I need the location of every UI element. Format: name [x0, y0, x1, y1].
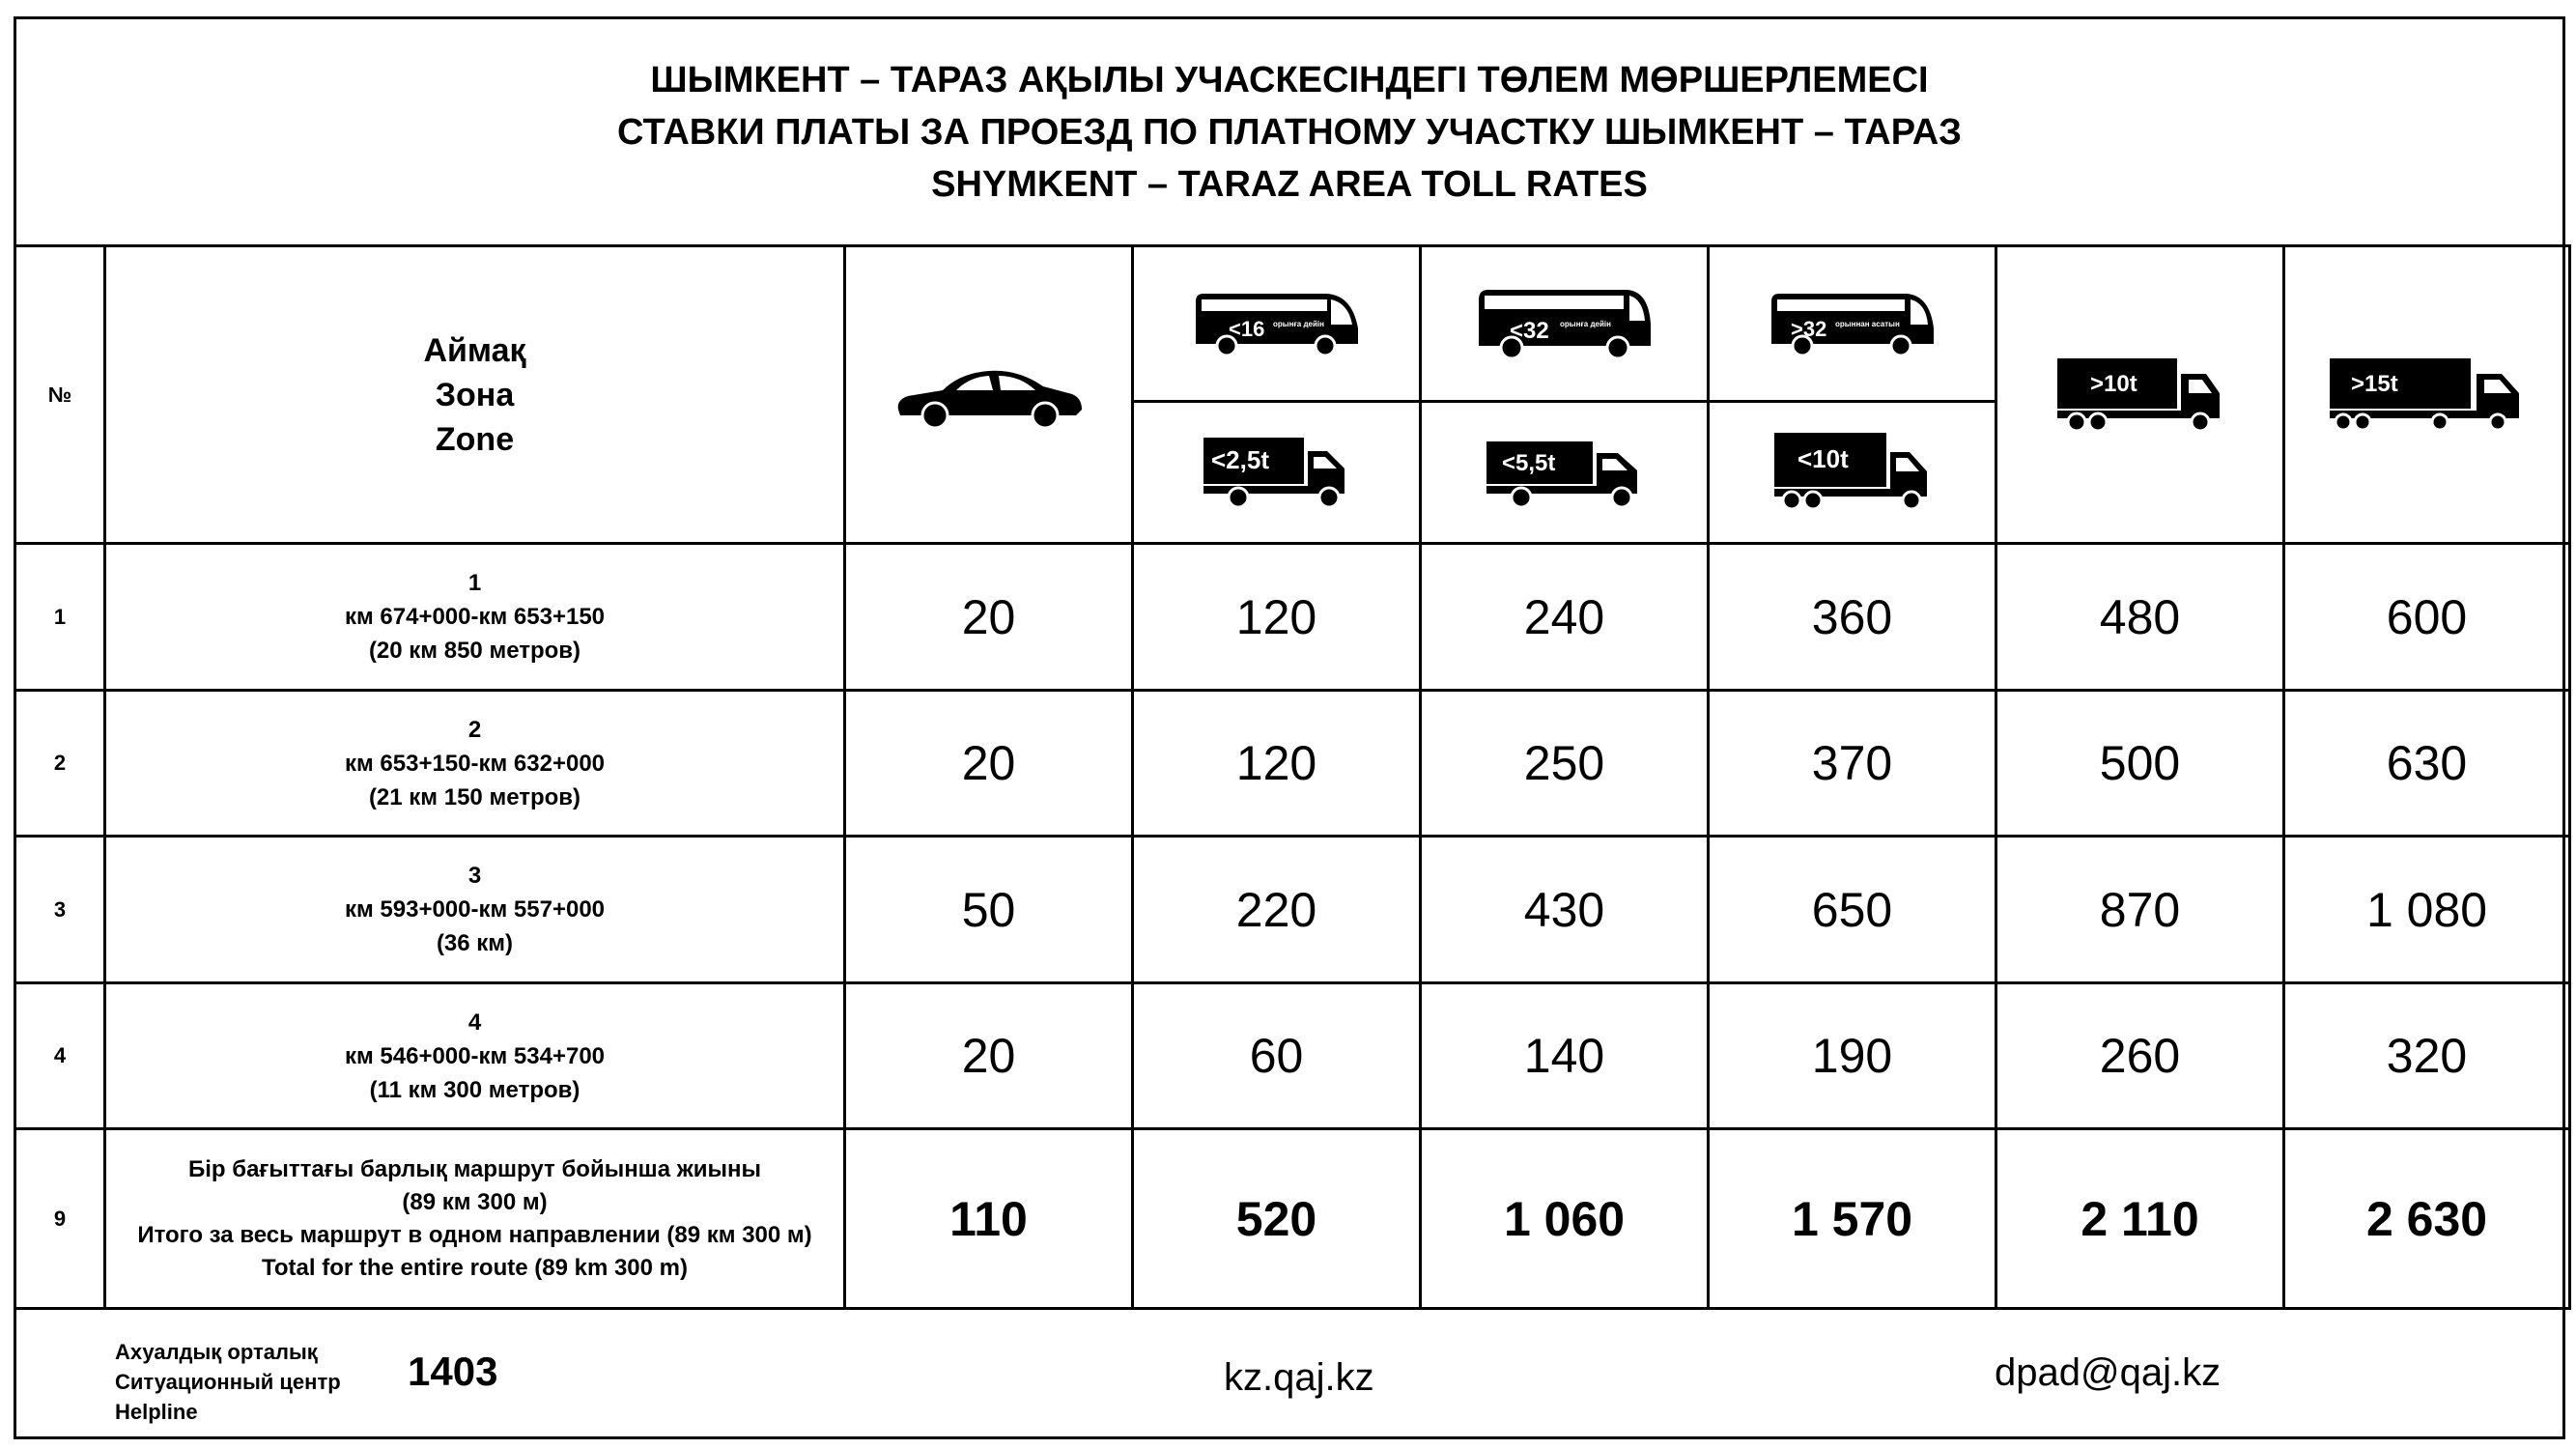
total-row [15, 1129, 2570, 1309]
zone-header [105, 246, 845, 544]
rate-class-2: 60 [1133, 983, 1421, 1129]
rate-truck-over-15: 320 [2284, 983, 2570, 1129]
table-row [15, 983, 2570, 1129]
truck-icon [2053, 355, 2227, 436]
footer [16, 1308, 2562, 1439]
rate-truck-over-10: 260 [1996, 983, 2284, 1129]
truck-over-10-label: >10t [2089, 370, 2137, 397]
title-russian: СТАВКИ ПЛАТЫ ЗА ПРОЕЗД ПО ПЛАТНОМУ УЧАСТКУ ШЫМКЕНТ – ТАРАЗ [617, 111, 1962, 153]
helpline-label-kz: Ахуалдық орталық [115, 1340, 318, 1364]
rate-truck-over-10: 480 [1996, 544, 2284, 691]
truck-icon [1483, 434, 1647, 511]
rate-class-3: 240 [1421, 544, 1709, 691]
total-car: 110 [845, 1129, 1133, 1309]
truck-10-header [1709, 402, 1996, 544]
truck-over-15-label: >15t [2350, 370, 2398, 397]
bus-over-32-label: >32 [1790, 317, 1826, 341]
zone-length: (20 км 850 метров) [368, 638, 581, 664]
rate-car: 20 [845, 983, 1133, 1129]
helpline-label-ru: Ситуационный центр [115, 1370, 341, 1394]
table-row [15, 691, 2570, 837]
rate-car: 20 [845, 544, 1133, 691]
rate-class-2: 120 [1133, 691, 1421, 837]
truck-2-5-header [1133, 402, 1421, 544]
row-number: 1 [15, 544, 105, 691]
truck-over-10-header [1996, 246, 2284, 544]
rate-truck-over-10: 500 [1996, 691, 2284, 837]
zone-number: 1 [467, 570, 482, 596]
zone-range: км 593+000-км 557+000 [344, 896, 606, 923]
number-header: № [15, 246, 105, 544]
rate-class-2: 120 [1133, 544, 1421, 691]
table-row [15, 837, 2570, 983]
zone-range: км 653+150-км 632+000 [344, 750, 606, 777]
rate-truck-over-15: 600 [2284, 544, 2570, 691]
total-class-3: 1 060 [1421, 1129, 1709, 1309]
zone-cell [105, 544, 845, 691]
total-class-4: 1 570 [1709, 1129, 1996, 1309]
bus-16-header [1133, 246, 1421, 402]
total-truck-over-15: 2 630 [2284, 1129, 2570, 1309]
rate-truck-over-15: 1 080 [2284, 837, 2570, 983]
rate-truck-over-15: 630 [2284, 691, 2570, 837]
zone-number: 4 [467, 1009, 482, 1036]
rate-class-4: 650 [1709, 837, 1996, 983]
zone-range: км 674+000-км 653+150 [344, 604, 606, 630]
bus-16-label: <16 [1228, 317, 1264, 341]
rate-class-4: 360 [1709, 544, 1996, 691]
truck-10-label: <10t [1797, 444, 1849, 473]
row-number: 2 [15, 691, 105, 837]
total-label-kz: Бір бағыттағы барлық маршрут бойынша жиыны [188, 1155, 761, 1182]
zone-cell [105, 983, 845, 1129]
bus-32-sub: орынға дейін [1559, 320, 1611, 328]
zone-cell [105, 691, 845, 837]
toll-rates-sheet [14, 16, 2565, 1439]
zone-length: (21 км 150 метров) [368, 783, 581, 810]
helpline-number: 1403 [408, 1349, 498, 1394]
title-kazakh: ШЫМКЕНТ – ТАРАЗ АҚЫЛЫ УЧАСКЕСІНДЕГІ ТӨЛЕМ МӨРШЕРЛЕМЕСІ [650, 59, 1929, 100]
row-number: 9 [15, 1129, 105, 1309]
title-block [16, 19, 2562, 247]
email-link[interactable]: dpad@qaj.kz [1995, 1351, 2222, 1394]
total-label-en: Total for the entire route (89 km 300 m) [262, 1254, 688, 1281]
truck-5-5-header [1421, 402, 1709, 544]
total-label-distance: (89 км 300 м) [402, 1188, 548, 1215]
rate-class-3: 430 [1421, 837, 1709, 983]
total-class-2: 520 [1133, 1129, 1421, 1309]
rate-car: 20 [845, 691, 1133, 837]
truck-icon [1770, 429, 1935, 516]
title-english: SHYMKENT – TARAZ AREA TOLL RATES [931, 163, 1648, 205]
car-column-header [845, 246, 1133, 544]
rate-truck-over-10: 870 [1996, 837, 2284, 983]
truck-2-5-label: <2,5t [1210, 445, 1269, 474]
helpline-label-en: Helpline [115, 1400, 198, 1424]
rate-car: 50 [845, 837, 1133, 983]
zone-cell [105, 837, 845, 983]
bus-icon [1766, 290, 1939, 357]
zone-length: (36 км) [436, 930, 514, 956]
truck-5-5-label: <5,5t [1501, 450, 1555, 476]
truck-icon [1200, 434, 1354, 511]
zone-number: 3 [467, 863, 482, 889]
bus-icon [1473, 286, 1656, 361]
helpline-label [115, 1337, 341, 1427]
row-number: 4 [15, 983, 105, 1129]
total-label-ru: Итого за весь маршрут в одном направлении (89 км 300 м) [137, 1221, 812, 1248]
rate-class-4: 190 [1709, 983, 1996, 1129]
zone-number: 2 [467, 716, 482, 743]
zone-header-kz: Аймақ [423, 331, 526, 369]
bus-32-label: <32 [1509, 318, 1549, 344]
zone-range: км 546+000-км 534+700 [344, 1042, 606, 1069]
rate-class-3: 250 [1421, 691, 1709, 837]
zone-header-ru: Зона [435, 376, 515, 413]
bus-over-32-sub: орыннан асатын [1834, 320, 1900, 328]
total-truck-over-10: 2 110 [1996, 1129, 2284, 1309]
rates-table [14, 244, 2571, 1310]
table-row [15, 544, 2570, 691]
truck-icon [2326, 355, 2529, 436]
bus-32-header [1421, 246, 1709, 402]
rate-class-4: 370 [1709, 691, 1996, 837]
car-icon [892, 361, 1086, 429]
website-link[interactable]: kz.qaj.kz [1224, 1356, 1374, 1399]
total-label [105, 1129, 845, 1309]
bus-icon [1190, 290, 1364, 357]
zone-header-en: Zone [435, 420, 515, 458]
bus-over-32-header [1709, 246, 1996, 402]
bus-16-sub: орынға дейін [1272, 320, 1324, 328]
zone-length: (11 км 300 метров) [369, 1076, 580, 1103]
row-number: 3 [15, 837, 105, 983]
truck-over-15-header [2284, 246, 2570, 544]
rate-class-3: 140 [1421, 983, 1709, 1129]
rate-class-2: 220 [1133, 837, 1421, 983]
